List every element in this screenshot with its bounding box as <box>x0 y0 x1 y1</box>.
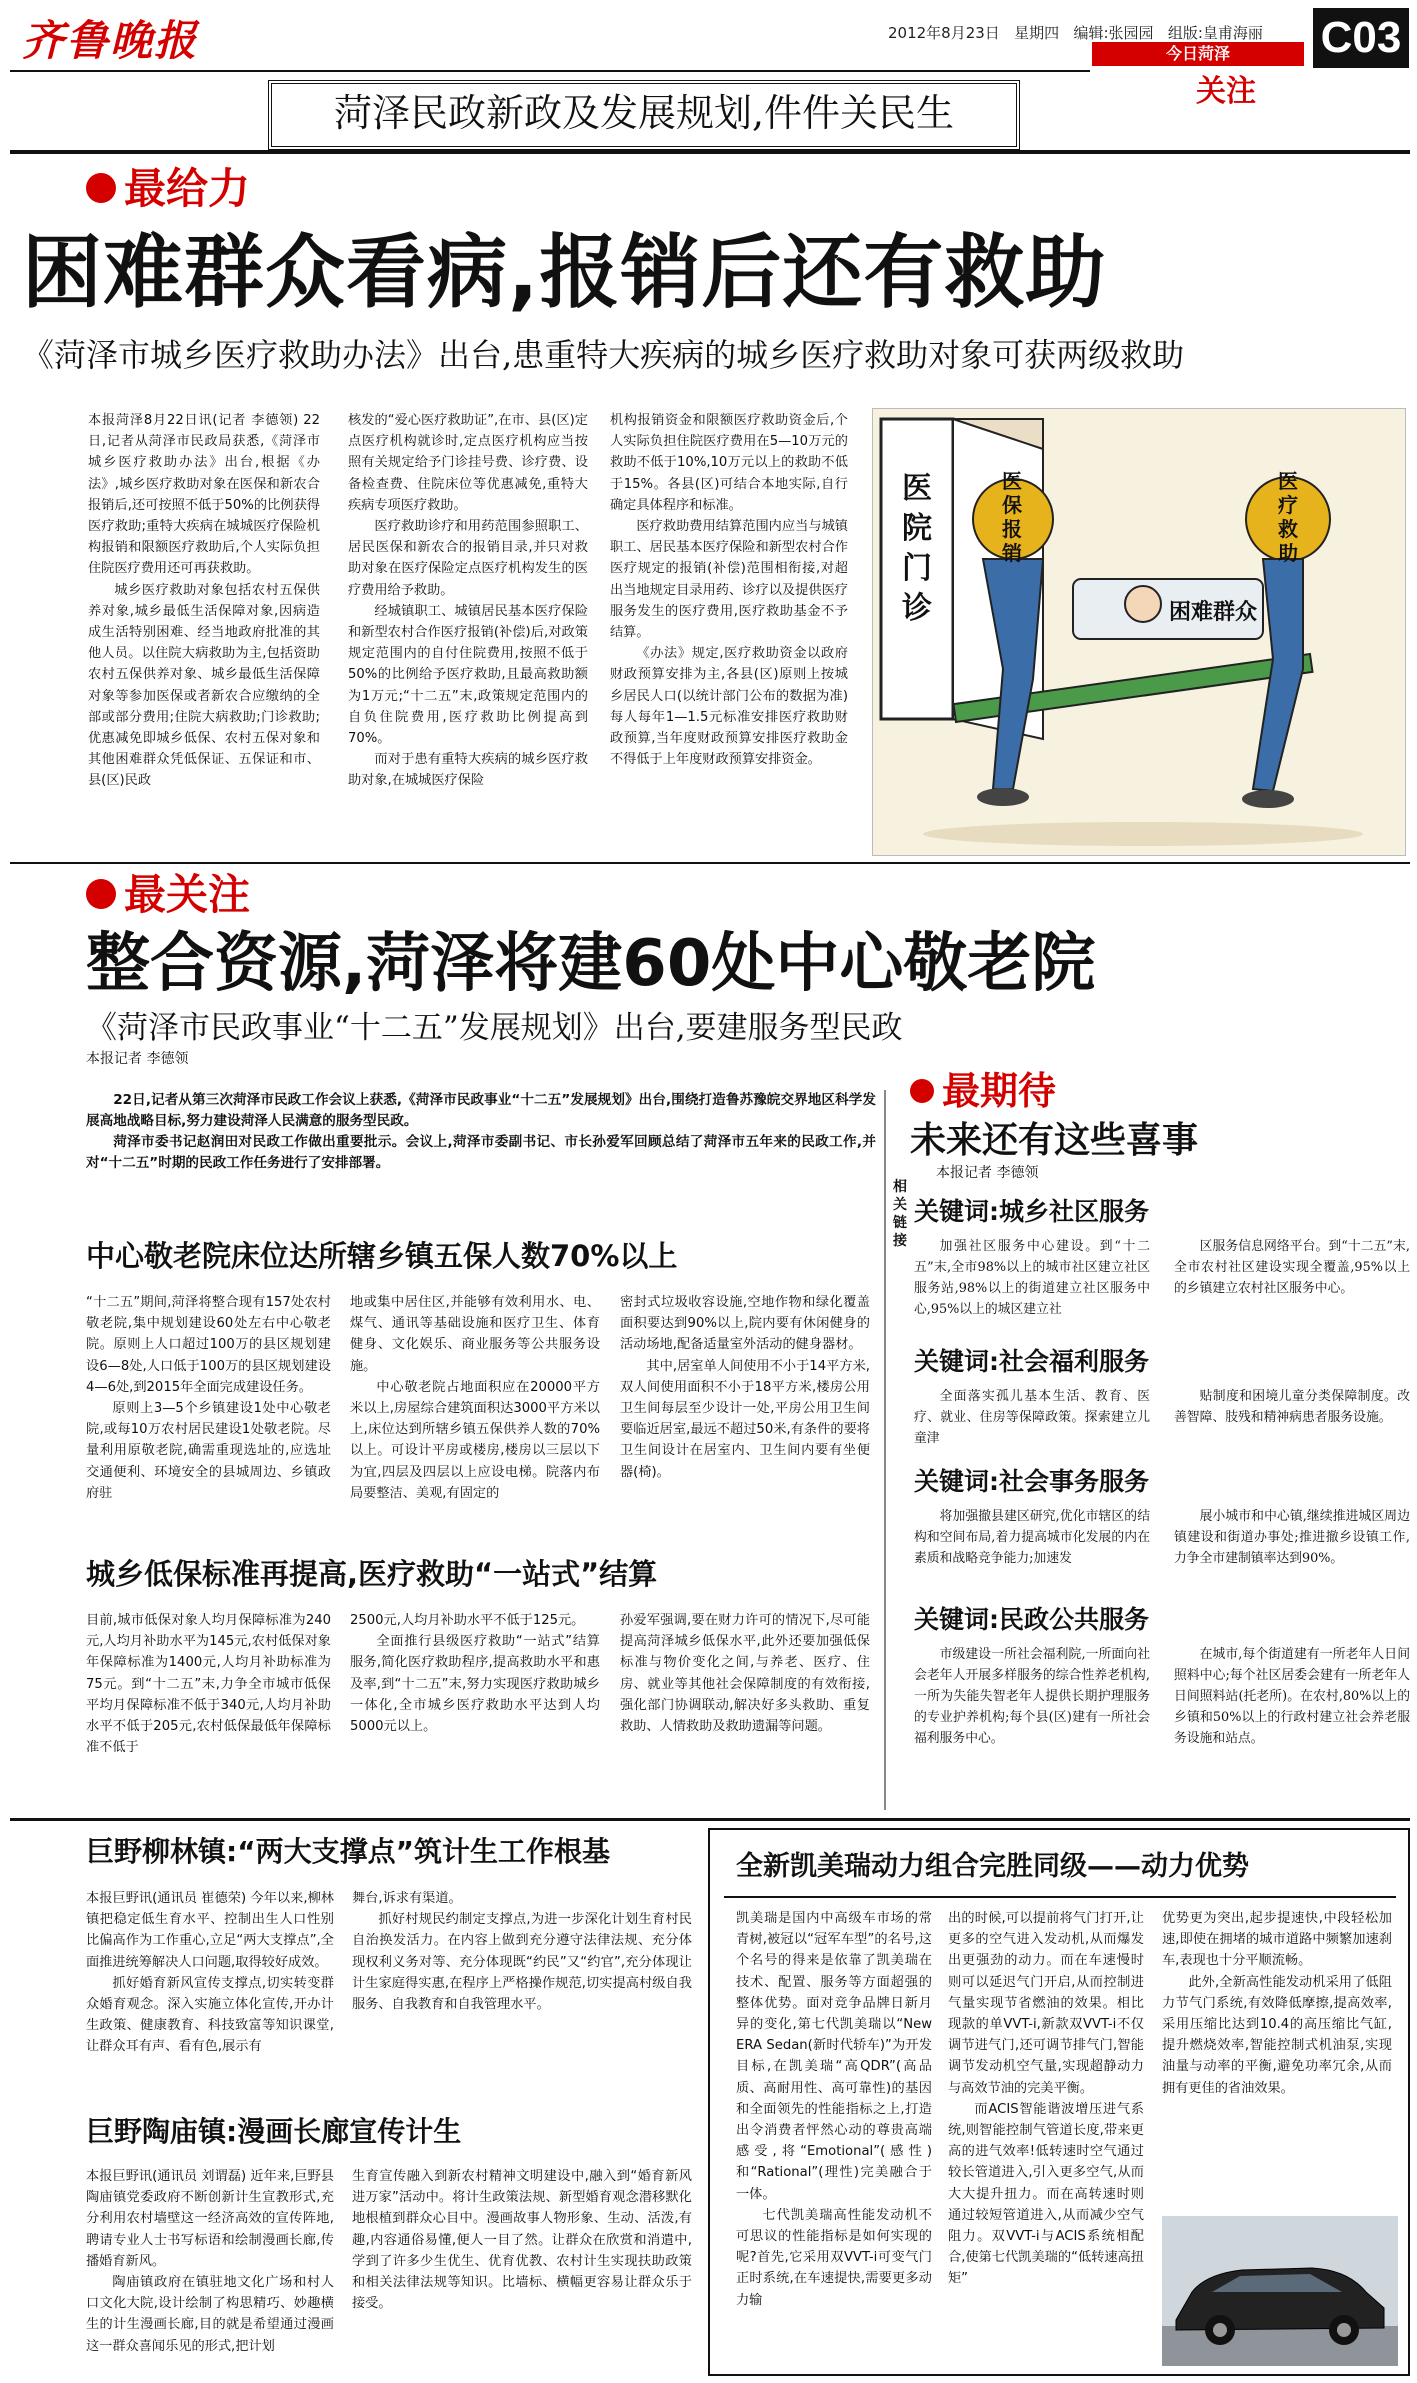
editor-credit: 编辑:张园园 <box>1073 24 1154 42</box>
paragraph: 城乡医疗救助对象包括农村五保供养对象,城乡最低生活保障对象,因病造成生活特别困难、经当地政府批准的其他人员。以住院大病救助为主,包括资助农村五保供养对象、城乡最低生活保障对象等参加医保或者新农合应缴纳的全部或部分费用;住院大病救助;门诊救助;优惠减免即城乡低保、农村五保对象和其他困难群众凭低保证、五保证和市、县(区)民政 <box>88 582 320 789</box>
keyword-heading: 关键词:民政公共服务 <box>914 1605 1149 1634</box>
ad-column-3 <box>1162 1908 1392 2208</box>
paragraph: 而ACIS智能谐波增压进气系统,则智能控制气管道长度,带来更高的进气效率!低转速时空气通过较长管道进入,引入更多空气,从而大大提升扭力。而在高转速时则通过较短管道进入,从而减少空气阻力。双VVT-i与ACIS系统相配合,使第七代凯美瑞的“低转速高扭矩” <box>948 2101 1144 2287</box>
paragraph: 核发的“爱心医疗救助证”,在市、县(区)定点医疗机构就诊时,定点医疗机构应当按照有关规定给予门诊挂号费、诊疗费、设备检查费、住院床位等优惠减免,重特大疾病专项医疗救助。 <box>348 413 588 513</box>
story2-s1-column-1 <box>86 1292 331 1582</box>
issue-info <box>888 22 1263 43</box>
sidebar-divider <box>884 1090 886 1810</box>
bottom-rule <box>10 1818 1410 1821</box>
liulin-headline: 巨野柳林镇:“两大支撑点”筑计生工作根基 <box>86 1835 611 1868</box>
story2-s2-column-1 <box>86 1610 331 1810</box>
story2-section1-head: 中心敬老院床位达所辖乡镇五保人数70%以上 <box>86 1239 678 1273</box>
story1-subhead: 《菏泽市城乡医疗救助办法》出台,患重特大疾病的城乡医疗救助对象可获两级救助 <box>22 336 1185 374</box>
paragraph: “十二五”期间,菏泽将整合现有157处农村敬老院,集中规划建设60处左右中心敬老院。原则上人口超过100万的县区规划建设6—8处,人口低于100万的县区规划建设4—6处,到2015年全面完成建设任务。 <box>86 1295 331 1395</box>
story1-headline: 困难群众看病,报销后还有救助 <box>22 226 1107 319</box>
keyword-heading: 关键词:社会事务服务 <box>914 1467 1149 1496</box>
liulin-column-2 <box>352 1888 692 2098</box>
paragraph: 舞台,诉求有渠道。 <box>352 1891 462 1906</box>
keyword-text-right: 贴制度和困境儿童分类保障制度。改善智障、肢残和精神病患者服务设施。 <box>1174 1389 1410 1425</box>
keyword-text-left: 加强社区服务中心建设。到“十二五”末,全市98%以上的城市社区建立社区服务站,98%以上的街道建立社区服务中心,95%以上的城区建立社 <box>914 1239 1150 1317</box>
issue-weekday: 星期四 <box>1014 24 1060 42</box>
story1-column-3 <box>610 410 848 860</box>
story2-section2-head: 城乡低保标准再提高,医疗救助“一站式”结算 <box>86 1557 658 1591</box>
paragraph: 七代凯美瑞高性能发动机不可思议的性能指标是如何实现的呢?首先,它采用双VVT-i可变气门正时系统,在车速提快,需要更多动力输 <box>736 2207 932 2308</box>
car-icon <box>1162 2216 1398 2366</box>
paragraph: 而对于患有重特大疾病的城乡医疗救助对象,在城城医疗保险 <box>348 752 588 789</box>
paragraph: 机构报销资金和限额医疗救助资金后,个人实际负担住院医疗费用在5—10万元的救助不低于10%,10万元以上的救助不低于15%。各县(区)可结合本地实际,自行确定具体程序和标准。 <box>610 413 848 513</box>
red-dot-icon <box>86 173 116 203</box>
patient-label: 困难群众 <box>1169 600 1258 625</box>
sidebar-byline: 本报记者 李德领 <box>936 1165 1039 1181</box>
paragraph: 优势更为突出,起步提速快,中段轻松加速,即使在拥堵的城市道路中频繁加速刹车,表现也十分平顺流畅。 <box>1162 1911 1392 1969</box>
ad-rule <box>724 1896 1396 1898</box>
hospital-sign: 医院门诊 <box>902 471 932 626</box>
paragraph: 全面推行县级医疗救助“一站式”结算服务,简化医疗救助程序,提高救助水平和惠及率,到“十二五”末,努力实现医疗救助城乡一体化,全市城乡医疗救助水平达到人均5000元以上。 <box>350 1634 600 1735</box>
story2-byline: 本报记者 李德领 <box>86 1051 189 1067</box>
paragraph: 抓好村规民约制定支撑点,为进一步深化计划生育村民自治换发活力。在内容上做到充分遵守法律法规、充分体现权利义务对等、充分体现既“约民”又“约官”,充分体现让计生家庭得实惠,在程序上严格操作规范,切实提高村级自我服务、自我教育和自我管理水平。 <box>352 1912 692 2013</box>
lead-paragraph: 22日,记者从第三次菏泽市民政工作会议上获悉,《菏泽市民政事业“十二五”发展规划》出台,围绕打造鲁苏豫皖交界地区科学发展高地战略目标,努力建设菏泽人民满意的服务型民政。 <box>86 1092 876 1129</box>
paragraph: 《办法》规定,医疗救助资金以政府财政预算安排为主,各县(区)原则上按城乡居民人口(以统计部门公布的数据为准)每人每年1—1.5元标准安排医疗救助财政预算,当年度财政预算安排医疗救助金不得低于上年度财政预算安排资金。 <box>610 646 848 768</box>
paragraph: 原则上3—5个乡镇建设1处中心敬老院,或每10万农村居民建设1处敬老院。尽量利用原敬老院,确需重现选址的,应选址交通便利、环境安全的县城周边、乡镇政府驻 <box>86 1401 331 1501</box>
story1-kicker: 最给力 <box>86 156 250 216</box>
story2-subhead: 《菏泽市民政事业“十二五”发展规划》出台,要建服务型民政 <box>86 1010 903 1046</box>
story1-column-1 <box>88 410 320 860</box>
column-label: 关注 <box>1196 74 1256 109</box>
page-banner: 菏泽民政新政及发展规划,件件关民生 <box>268 80 1020 150</box>
page-number: C03 <box>1313 8 1409 68</box>
paragraph: 此外,全新高性能发动机采用了低阻力节气门系统,有效降低摩擦,提高效率,采用压缩比达到10.4的高压缩比气缸,提升燃烧效率,智能控制式机油泵,实现油量与动率的平衡,避免功率冗余,从而拥有更佳的省油效果。 <box>1162 1974 1392 2096</box>
story2-kicker: 最关注 <box>86 862 250 922</box>
paragraph: 医疗救助诊疗和用药范围参照职工、居民医保和新农合的报销目录,并只对救助对象在医疗保险定点医疗机构发生的医疗费用给予救助。 <box>348 519 588 598</box>
taomiao-headline: 巨野陶庙镇:漫画长廊宣传计生 <box>86 2115 462 2148</box>
story2-s1-column-2 <box>350 1292 600 1582</box>
keyword-item <box>914 1192 1410 1342</box>
taomiao-column-1 <box>86 2166 334 2376</box>
paragraph: 本报菏泽8月22日讯(记者 李德领) 22日,记者从菏泽市民政局获悉,《菏泽市城乡医疗救助办法》出台,根据《办法》,城乡医疗救助对象在医保和新农合报销后,还可按照不低于50%的比例获得医疗救助;重特大疾病在城城医疗保险机构报销和限额医疗救助后,个人实际负担住院医疗费用还可再获救助。 <box>88 413 320 577</box>
keyword-item <box>914 1342 1410 1462</box>
paragraph: 其中,居室单人间使用不小于14平方米,双人间使用面积不小于18平方米,楼房公用卫生间每层至少设计一处,平房公用卫生间要临近居室,最远不超过50米,有条件的要将卫生间设计在居室内、卫生间内要有坐便器(椅)。 <box>620 1358 870 1480</box>
paragraph: 目前,城市低保对象人均月保障标准为240元,人均月补助水平为145元,农村低保对象年保障标准为1400元,人均月补助标准为75元。到“十二五”末,力争全市城市低保平均月保障标准不低于340元,人均月补助水平不低于205元,农村低保最低年保障标准不低于 <box>86 1613 331 1756</box>
ad-headline: 全新凯美瑞动力组合完胜同级——动力优势 <box>736 1851 1249 1882</box>
medical-aid-cartoon <box>872 408 1406 856</box>
story1-column-2 <box>348 410 588 860</box>
paragraph: 中心敬老院占地面积应在20000平方米以上,房屋综合建筑面积达3000平方米以上,床位达到所辖乡镇五保供养人数的70%以上。可设计平房或楼房,楼房以三层以下为宜,四层及四层以上应设电梯。院落内布局要整洁、美观,有固定的 <box>350 1379 600 1501</box>
cartoon-illustration <box>873 409 1406 856</box>
related-links-tag: 相关链接 <box>893 1179 907 1249</box>
header-rule <box>10 70 1090 72</box>
keyword-heading: 关键词:社会福利服务 <box>914 1347 1149 1376</box>
sidebar-kicker: 最期待 <box>910 1060 1056 1115</box>
paragraph: 医疗救助费用结算范围内应当与城镇职工、居民基本医疗保险和新型农村合作医疗规定的报销(补偿)范围相衔接,对超出当地规定目录用药、诊疗以及提供医疗服务发生的医疗费用,医疗救助基金不予结算。 <box>610 519 848 641</box>
keyword-text-left: 将加强撤县建区研究,优化市辖区的结构和空间布局,着力提高城市化发展的内在素质和战略竞争能力;加速发 <box>914 1509 1150 1566</box>
story2-s2-column-3 <box>620 1610 870 1810</box>
paragraph: 密封式垃圾收容设施,空地作物和绿化覆盖面积要达到90%以上,院内要有休闲健身的活动场地,配备适量室外活动的健身器材。 <box>620 1295 870 1353</box>
keyword-text-right: 在城市,每个街道建有一所老年人日间照料中心;每个社区居委会建有一所老年人日间照料站(托老所)。在农村,80%以上的乡镇和50%以上的行政村建立社会养老服务设施和站点。 <box>1174 1647 1410 1746</box>
paragraph: 出的时候,可以提前将气门打开,让更多的空气进入发动机,从而爆发出更强劲的动力。而在车速慢时则可以延迟气门开启,从而控制进气量实现节省燃油的效果。相比现款的单VVT-i,新款双VVT-i不仅调节进气门,还可调节排气门,智能调节发动机空气量,实现超静动力与高效节油的完美平衡。 <box>948 1911 1144 2096</box>
keyword-text-left: 全面落实孤儿基本生活、教育、医疗、就业、住房等保障政策。探索建立儿童津 <box>914 1389 1150 1446</box>
masthead-logo: 齐鲁晚报 <box>22 16 199 65</box>
issue-date: 2012年8月23日 <box>888 24 1000 42</box>
ad-column-2 <box>948 1908 1144 2368</box>
liulin-column-1 <box>86 1888 334 2098</box>
insurance-coin-label: 医保报销 <box>1002 469 1022 565</box>
banner-rule <box>10 150 1410 154</box>
story2-s2-column-2 <box>350 1610 600 1810</box>
paragraph: 孙爱军强调,要在财力许可的情况下,尽可能提高菏泽城乡低保水平,此外还要加强低保标准与物价变化之间,与养老、医疗、住房、就业等其他社会保障制度的有效衔接,强化部门协调联动,解决好多头救助、重复救助、人情救助及救助遗漏等问题。 <box>620 1613 870 1735</box>
paragraph: 本报巨野讯(通讯员 崔德荣) 今年以来,柳林镇把稳定低生育水平、控制出生人口性别比偏高作为工作重心,立足“两大支撑点”,全面推进统筹解决人口问题,取得较好成效。 <box>86 1891 334 1970</box>
paragraph: 本报巨野讯(通讯员 刘谓磊) 近年来,巨野县陶庙镇党委政府不断创新计生宣教形式,充分利用农村墙壁这一经济高效的宣传阵地,聘请专业人士书写标语和绘制漫画长廊,传播婚育新风。 <box>86 2169 334 2269</box>
keyword-text-right: 展小城市和中心镇,继续推进城区周边镇建设和街道办事处;推进撤乡设镇工作,力争全市建制镇率达到90%。 <box>1174 1509 1410 1566</box>
car-photo <box>1162 2216 1398 2366</box>
paragraph: 生育宣传融入到新农村精神文明建设中,融入到“婚育新风进万家”活动中。将计生政策法规、新型婚育观念潜移默化地根植到群众心目中。漫画故事人物形象、生动、活泼,有趣,内容通俗易懂,便人一目了然。让群众在欣赏和消遣中,学到了许多少生优生、优育优教、农村计生实现扶助政策和相关法律法规等知识。比墙标、横幅更容易让群众乐于接受。 <box>352 2169 692 2312</box>
designer-credit: 组版:皇甫海丽 <box>1167 24 1263 42</box>
keyword-heading: 关键词:城乡社区服务 <box>914 1197 1149 1226</box>
story2-lead <box>86 1090 876 1190</box>
paragraph: 地或集中居住区,并能够有效利用水、电、煤气、通讯等基础设施和医疗卫生、体育健身、文化娱乐、商业服务等公共服务设施。 <box>350 1295 600 1374</box>
ad-column-1 <box>736 1908 932 2368</box>
story2-headline: 整合资源,菏泽将建60处中心敬老院 <box>86 927 1096 1001</box>
keyword-item <box>914 1600 1410 1800</box>
keyword-item <box>914 1462 1410 1600</box>
paragraph: 经城镇职工、城镇居民基本医疗保险和新型农村合作医疗报销(补偿)后,对政策规定范围内的自付住院费用,按照不低于50%的比例给予医疗救助,且最高救助额为1万元;“十二五”末,政策规定范围内的自负住院费用,医疗救助比例提高到70%。 <box>348 603 588 747</box>
paragraph: 凯美瑞是国内中高级车市场的常青树,被冠以“冠军车型”的名号,这个名号的得来是依靠了凯美瑞在技术、配置、服务等方面超强的整体优势。面对竞争品牌日新月异的变化,第七代凯美瑞以“New ERA Sedan(新时代轿车)”为开发目标,在凯美瑞“高QDR”(高品质、高耐用性、高可靠性)的基因和全面领先的性能指标之上,打造出令消费者怦然心动的尊贵高端感受,将“Emotional”(感性)和“Rational”(理性)完美融合于一体。 <box>736 1911 932 2202</box>
camry-advertorial <box>708 1828 1410 2376</box>
keyword-text-left: 市级建设一所社会福利院,一所面向社会老年人开展多样服务的综合性养老机构,一所为失能失智老年人提供长期护理服务的专业护养机构;每个县(区)建有一所社会福利服务中心。 <box>914 1647 1150 1746</box>
aid-coin-label: 医疗救助 <box>1278 469 1298 565</box>
story2-s1-column-3 <box>620 1292 870 1582</box>
lead-paragraph: 菏泽市委书记赵润田对民政工作做出重要批示。会议上,菏泽市委副书记、市长孙爱军回顾总结了菏泽市五年来的民政工作,并对“十二五”时期的民政工作任务进行了安排部署。 <box>86 1134 876 1171</box>
sidebar-keywords <box>914 1192 1410 1812</box>
red-dot-icon <box>86 879 116 909</box>
paragraph: 陶庙镇政府在镇驻地文化广场和村人口文化大院,设计绘制了构思精巧、妙趣横生的计生漫画长廊,目的就是希望通过漫画这一群众喜闻乐见的形式,把计划 <box>86 2275 334 2354</box>
taomiao-column-2 <box>352 2166 692 2376</box>
red-dot-icon <box>910 1079 934 1103</box>
keyword-text-right: 区服务信息网络平台。到“十二五”末,全市农村社区建设实现全覆盖,95%以上的乡镇建立农村社区服务中心。 <box>1174 1239 1410 1296</box>
section-tag: 今日菏泽 <box>1092 42 1304 66</box>
paragraph: 2500元,人均月补助水平不低于125元。 <box>350 1613 585 1628</box>
paragraph: 抓好婚育新风宣传支撑点,切实转变群众婚育观念。深入实施立体化宣传,开办计生政策、健康教育、科技致富等知识课堂,让群众耳有声、看有色,展示有 <box>86 1975 334 2055</box>
sidebar-headline: 未来还有这些喜事 <box>910 1120 1199 1161</box>
